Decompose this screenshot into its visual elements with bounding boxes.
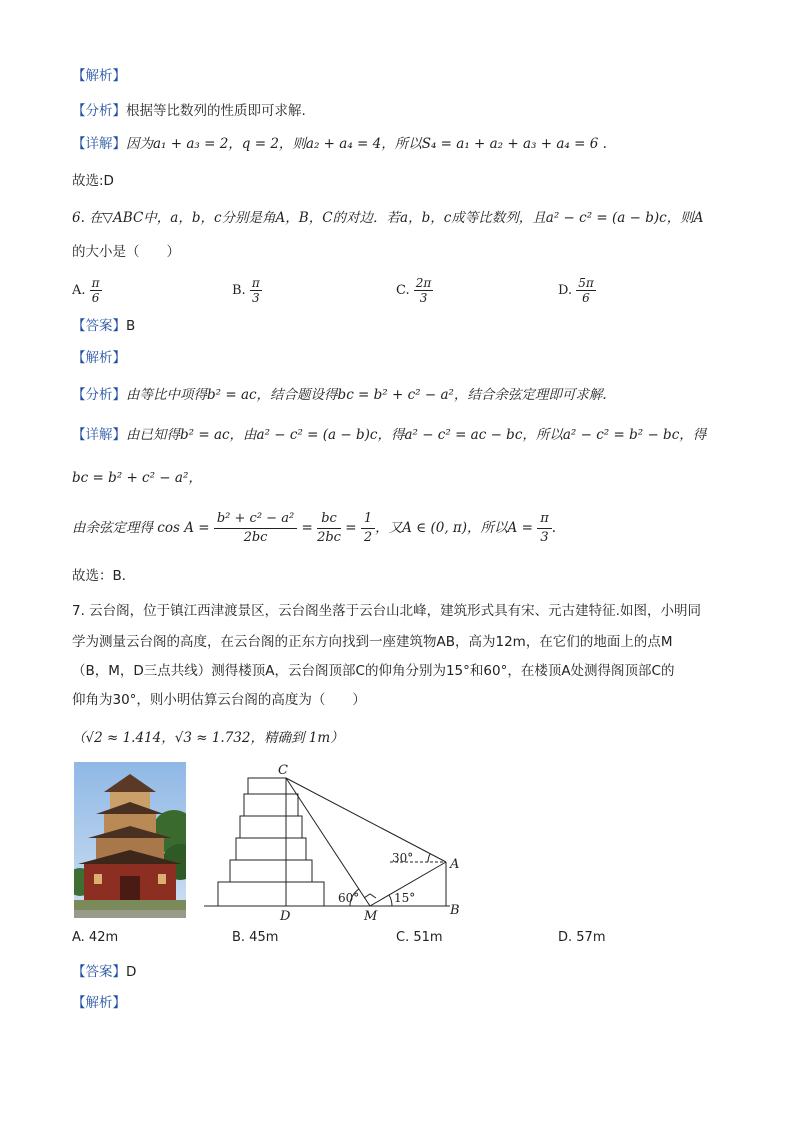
q6-option-b[interactable] bbox=[232, 276, 262, 305]
option-fraction: $\frac{5\pi}{6}$ bbox=[578, 276, 594, 305]
option-label: C. bbox=[396, 283, 410, 298]
cosine-middle: ，又A ∈ (0, π)，所以A = bbox=[375, 520, 533, 536]
q7-stem-line-4 bbox=[72, 690, 366, 710]
line-ca bbox=[286, 778, 446, 862]
answer-value: D bbox=[126, 964, 137, 980]
answer-value: B bbox=[126, 318, 136, 334]
q7-stem-line-5 bbox=[72, 728, 344, 748]
xiangjie-tag: 【详解】 bbox=[72, 427, 126, 443]
q6-stem-line-2 bbox=[72, 242, 180, 262]
tier-3 bbox=[236, 838, 306, 860]
option-label: B. bbox=[232, 283, 246, 298]
option-label: A. bbox=[72, 283, 86, 298]
label-30: 30° bbox=[392, 851, 414, 865]
analysis-tag: 【解析】 bbox=[72, 995, 126, 1011]
q7-option-b[interactable]: B. 45m bbox=[232, 930, 279, 945]
q6-option-a[interactable] bbox=[72, 276, 102, 305]
right-angle-mark bbox=[364, 894, 376, 898]
q7-option-d[interactable]: D. 57m bbox=[558, 930, 606, 945]
choice-line-1 bbox=[72, 171, 114, 191]
q6-stem-text-2: 的大小是（ ） bbox=[72, 244, 180, 260]
q6-fenxi-line bbox=[72, 385, 607, 405]
option-fraction: $\frac{\pi}{3}$ bbox=[251, 276, 260, 305]
fenxi-text: 由等比中项得b² = ac，结合题设得bc = b² + c² − a²，结合余弦定理即可求解. bbox=[126, 387, 607, 403]
q6-cosine-line: 由余弦定理得 cos A = $\frac{\text{b² + c² − a²}}{2bc}$ = $\frac{bc}{2bc}$ = $\frac{1}{2}$ ，又A ∈ (0, π)，所以A = $\frac{\pi}{3}$ . bbox=[72, 511, 557, 545]
cosine-fraction-1: $\frac{\text{b² + c² − a²}}{2bc}$ bbox=[214, 510, 297, 547]
cosine-fraction-3: $\frac{1}{2}$ bbox=[361, 510, 375, 547]
geometry-diagram bbox=[200, 758, 480, 928]
cosine-fraction-2: $\frac{bc}{2bc}$ bbox=[317, 511, 341, 545]
xiangjie-tag: 【详解】 bbox=[72, 136, 126, 152]
xiangjie-text-2: bc = b² + c² − a²， bbox=[72, 470, 202, 486]
label-d: D bbox=[280, 909, 291, 924]
q7-stem-line-3 bbox=[72, 661, 674, 681]
cosine-prefix: 由余弦定理得 cos A = bbox=[72, 520, 210, 536]
fenxi-tag: 【分析】 bbox=[72, 103, 126, 119]
label-a: A bbox=[450, 857, 460, 872]
xiangjie-text-1: 由已知得b² = ac，由a² − c² = (a − b)c，得a² − c² = ac − bc，所以a² − c² = b² − bc，得 bbox=[126, 427, 707, 443]
label-c: C bbox=[278, 763, 288, 778]
choice-text: 故选:D bbox=[72, 173, 114, 189]
q7-stem-text-2: 学为测量云台阁的高度，在云台阁的正东方向找到一座建筑物AB，高为12m，在它们的地面上的点M bbox=[72, 634, 673, 650]
pavilion-photo bbox=[74, 762, 186, 918]
analysis-tag: 【解析】 bbox=[72, 68, 126, 84]
q6-option-d[interactable] bbox=[558, 276, 596, 305]
q6-stem-line-1 bbox=[72, 208, 703, 228]
analysis-heading-1 bbox=[72, 66, 126, 86]
q6-xiangjie-line-2 bbox=[72, 468, 202, 488]
choose-text: 故选：B． bbox=[72, 568, 136, 584]
q7-answer-line bbox=[72, 962, 136, 982]
cosine-fraction-4: $\frac{\pi}{3}$ bbox=[537, 510, 552, 547]
xiangjie-text: 因为a₁ + a₃ = 2，q = 2，则a₂ + a₄ = 4，所以S₄ = a₁ + a₂ + a₃ + a₄ = 6 . bbox=[126, 136, 607, 152]
option-label: D. bbox=[558, 283, 573, 298]
q7-analysis-heading bbox=[72, 993, 126, 1013]
q7-option-a[interactable]: A. 42m bbox=[72, 930, 119, 945]
fenxi-line-1 bbox=[72, 101, 306, 121]
cosine-end: . bbox=[551, 520, 557, 536]
option-fraction: $\frac{2\pi}{3}$ bbox=[415, 276, 432, 305]
label-m: M bbox=[364, 909, 378, 924]
q6-choose-line bbox=[72, 566, 135, 586]
q7-stem-line-1 bbox=[72, 601, 701, 621]
q7-stem-text-3: （B，M，D三点共线）测得楼顶A，云台阁顶部C的仰角分别为15°和60°，在楼顶A处测得阁顶部C的 bbox=[72, 663, 675, 679]
xiangjie-line-1 bbox=[72, 134, 607, 154]
q7-stem-line-2 bbox=[72, 632, 672, 652]
q6-xiangjie-line-1 bbox=[72, 425, 706, 445]
line-cm bbox=[286, 778, 370, 906]
tier-2 bbox=[230, 860, 312, 882]
answer-tag: 【答案】 bbox=[72, 964, 126, 980]
tier-5 bbox=[244, 794, 298, 816]
option-fraction: $\frac{\pi}{6}$ bbox=[91, 276, 100, 305]
label-60: 60° bbox=[338, 891, 360, 905]
tier-1 bbox=[218, 882, 324, 906]
label-15: 15° bbox=[394, 891, 416, 905]
fenxi-tag: 【分析】 bbox=[72, 387, 126, 403]
q6-answer-line bbox=[72, 316, 135, 336]
q6-option-c[interactable] bbox=[396, 276, 433, 305]
arc-30 bbox=[428, 854, 430, 862]
q7-option-c[interactable]: C. 51m bbox=[396, 930, 443, 945]
q7-stem-text-5: （√2 ≈ 1.414，√3 ≈ 1.732，精确到 1m） bbox=[72, 730, 344, 746]
arc-15 bbox=[389, 895, 392, 906]
q7-stem-text-4: 仰角为30°，则小明估算云台阁的高度为（ ） bbox=[72, 692, 366, 708]
label-b: B bbox=[450, 903, 460, 918]
q6-stem-text-1: 6. 在▽ABC中，a，b，c分别是角A，B，C的对边．若a，b，c成等比数列，且a² − c² = (a − b)c，则A bbox=[72, 210, 704, 226]
answer-tag: 【答案】 bbox=[72, 318, 126, 334]
tier-top bbox=[248, 778, 286, 794]
q6-analysis-heading bbox=[72, 348, 126, 368]
tier-4 bbox=[240, 816, 302, 838]
analysis-tag: 【解析】 bbox=[72, 350, 126, 366]
fenxi-text: 根据等比数列的性质即可求解. bbox=[126, 103, 306, 119]
q7-stem-text-1: 7. 云台阁，位于镇江西津渡景区，云台阁坐落于云台山北峰，建筑形式具有宋、元古建特征.如图，小明同 bbox=[72, 603, 701, 619]
